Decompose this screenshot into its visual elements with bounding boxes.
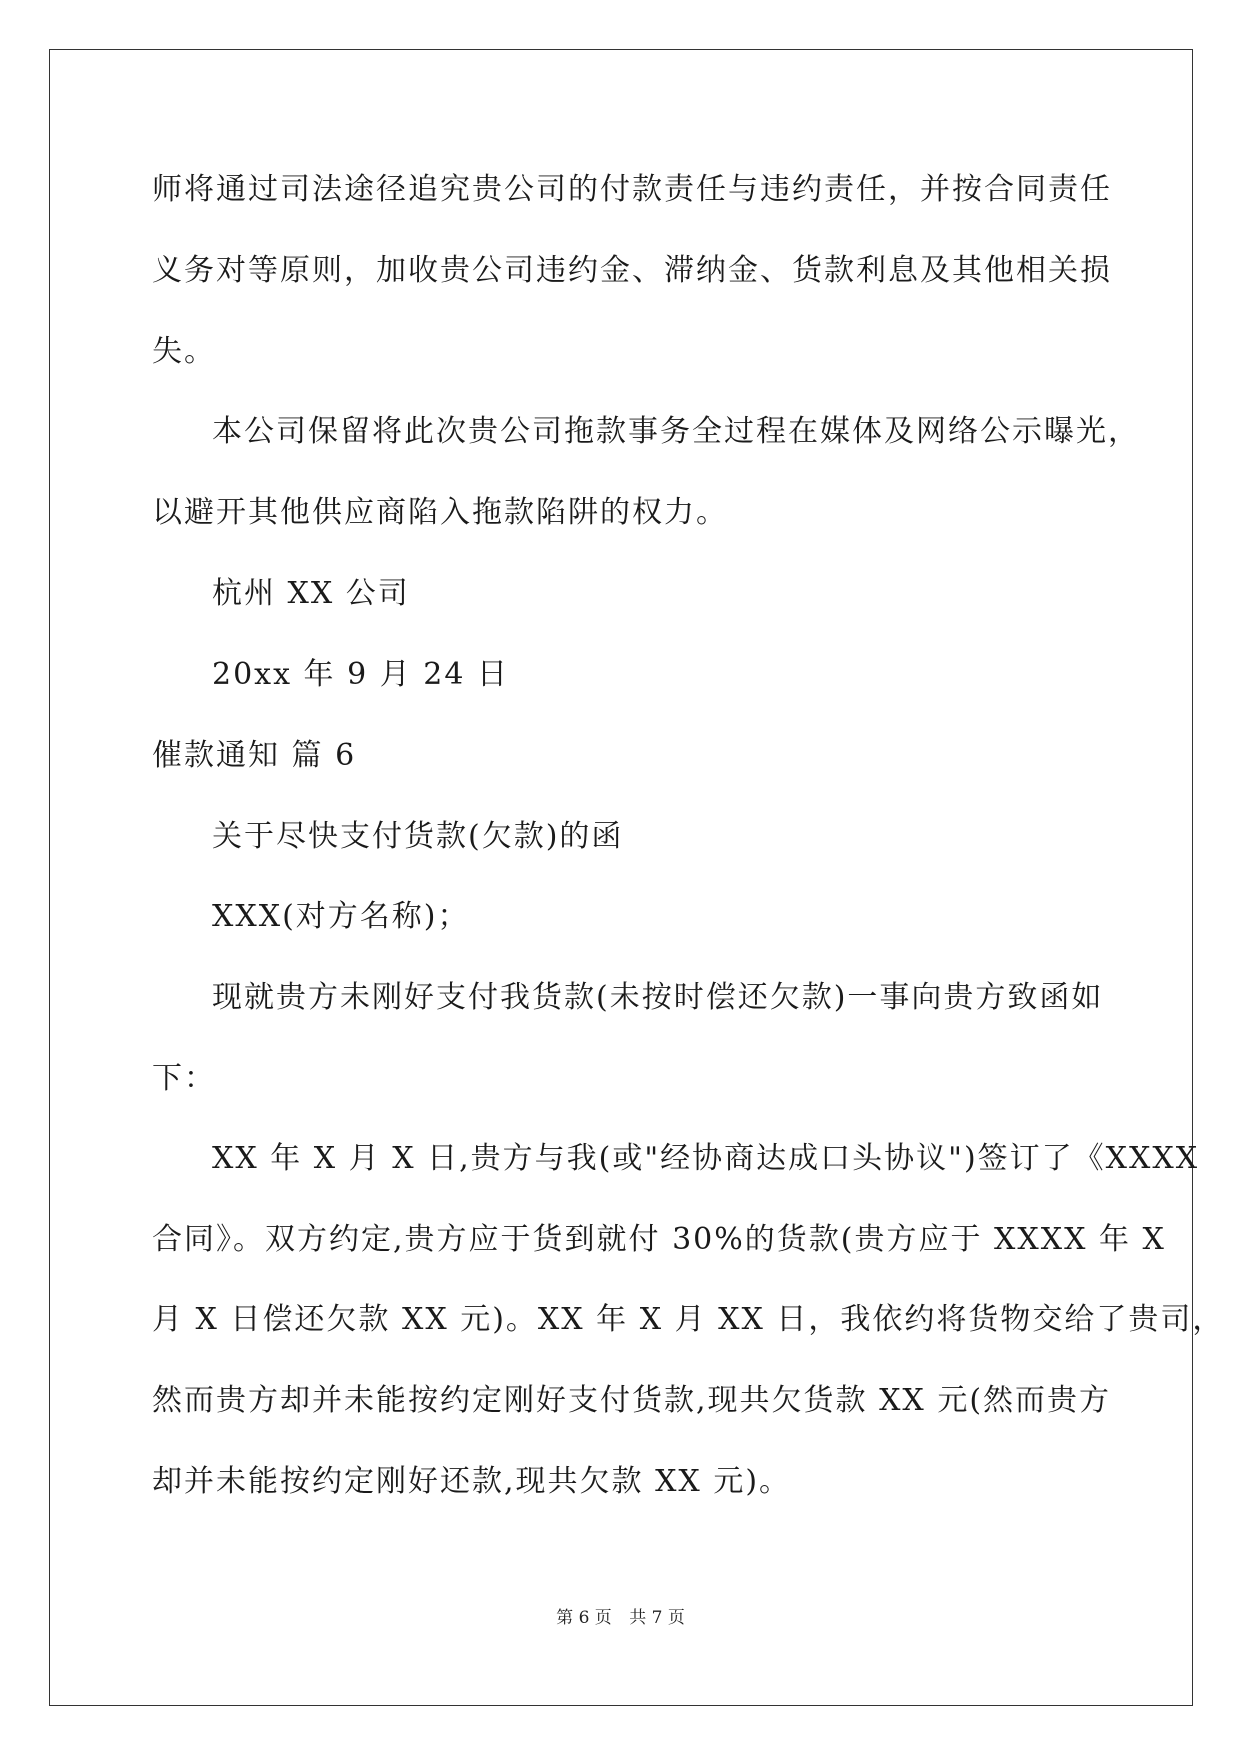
body-line: 义务对等原则，加收贵公司违约金、滞纳金、货款利息及其他相关损 [152,253,1112,288]
page-footer [0,1606,1241,1630]
body-line: 下： [152,1061,216,1096]
body-line: 月 X 日偿还欠款 XX 元)。XX 年 X 月 XX 日，我依约将货物交给了贵司， [152,1302,1225,1337]
body-line: XX 年 X 月 X 日,贵方与我(或"经协商达成口头协议")签订了《XXXX [212,1141,1200,1176]
body-line: 合同》。双方约定,贵方应于货到就付 30%的货款(贵方应于 XXXX 年 X [152,1222,1166,1257]
signature-company: 杭州 XX 公司 [212,576,410,611]
signature-date: 20xx 年 9 月 24 日 [212,657,509,692]
letter-recipient: XXX(对方名称)； [212,899,470,934]
section-heading: 催款通知 篇 6 [152,738,357,773]
body-line: 师将通过司法途径追究贵公司的付款责任与违约责任，并按合同责任 [152,172,1112,207]
body-line: 本公司保留将此次贵公司拖款事务全过程在媒体及网络公示曝光， [212,414,1140,449]
page-border [49,49,1193,1706]
body-line: 现就贵方未刚好支付我货款(未按时偿还欠款)一事向贵方致函如 [212,980,1104,1015]
letter-title: 关于尽快支付货款(欠款)的函 [212,819,624,854]
body-line: 却并未能按约定刚好还款,现共欠款 XX 元)。 [152,1464,792,1499]
body-line: 失。 [152,334,216,369]
page-number-total: 共 7 页 [629,1608,685,1628]
page-number-current: 第 6 页 [556,1608,612,1628]
body-line: 然而贵方却并未能按约定刚好支付货款,现共欠货款 XX 元(然而贵方 [152,1383,1112,1418]
body-line: 以避开其他供应商陷入拖款陷阱的权力。 [152,495,728,530]
